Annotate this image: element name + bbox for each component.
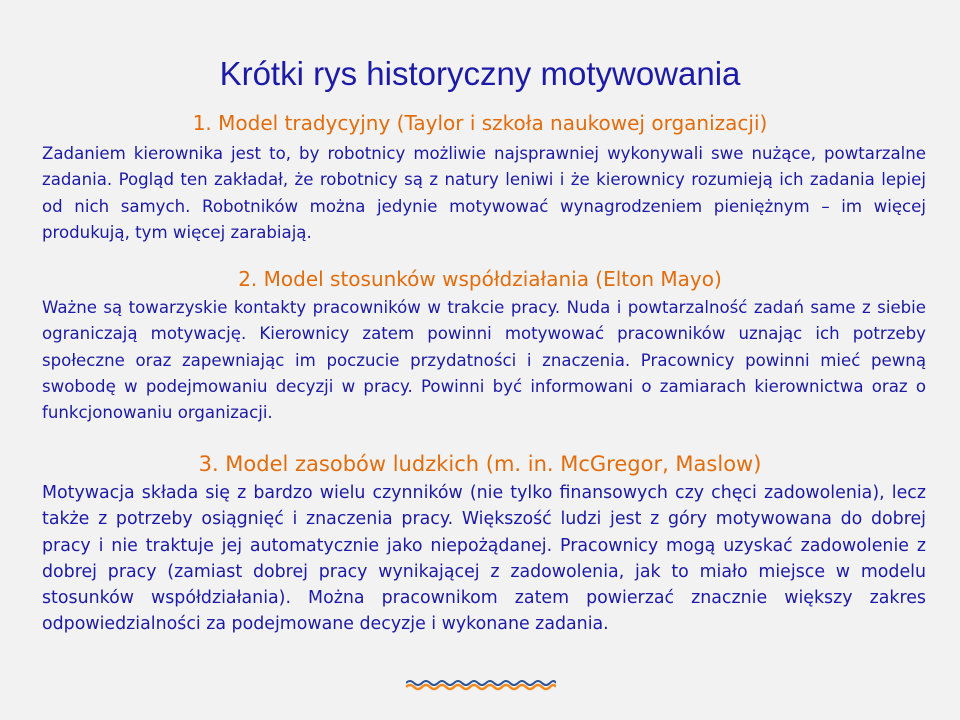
- section-heading-traditional-model: 1. Model tradycyjny (Taylor i szkoła naukowej organizacji): [192, 111, 768, 135]
- slide-title: Krótki rys historyczny motywowania: [219, 55, 741, 92]
- section-body-human-resources-model: Motywacja składa się z bardzo wielu czynników (nie tylko finansowych czy chęci zadowolenia), lecz także z potrzeby osiągnięć i znaczenia pracy. Większość ludzi jest z góry motywowana do dobrej pracy i nie traktuje jej automatycznie jako niepożądanej. Pracownicy mogą uzyskać zadowolenie z dobrej pracy (zamiast dobrej pracy wynikającej z zadowolenia, jak to miało miejsce w modelu stosunków współdziałania). Można pracownikom zatem powierzać znacznie większy zakres odpowiedzialności za podejmowane decyzje i wykonane zadania.: [42, 483, 926, 635]
- section-body-relations-model: Ważne są towarzyskie kontakty pracowników w trakcie pracy. Nuda i powtarzalność zadań same z siebie ograniczają motywację. Kierownicy zatem powinni motywować pracowników uznając ich potrzeby społeczne oraz zapewniając im poczucie przydatności i znaczenia. Pracownicy powinni mieć pewną swobodę w podejmowaniu decyzji w pracy. Powinni być informowani o zamiarach kierownictwa oraz o funkcjonowaniu organizacji.: [42, 298, 926, 423]
- section-body-traditional-model: Zadaniem kierownika jest to, by robotnicy możliwie najsprawniej wykonywali swe nużące, powtarzalne zadania. Pogląd ten zakładał, że robotnicy są z natury leniwi i że kierownicy rozumieją ich zadania lepiej od nich samych. Robotników można jedynie motywować wynagrodzeniem pieniężnym – im więcej produkują, tym więcej zarabiają.: [42, 144, 926, 242]
- section-heading-relations-model: 2. Model stosunków współdziałania (Elton Mayo): [238, 267, 722, 291]
- section-heading-human-resources-model: 3. Model zasobów ludzkich (m. in. McGregor, Maslow): [198, 452, 762, 476]
- wavy-divider-decoration: [406, 678, 556, 692]
